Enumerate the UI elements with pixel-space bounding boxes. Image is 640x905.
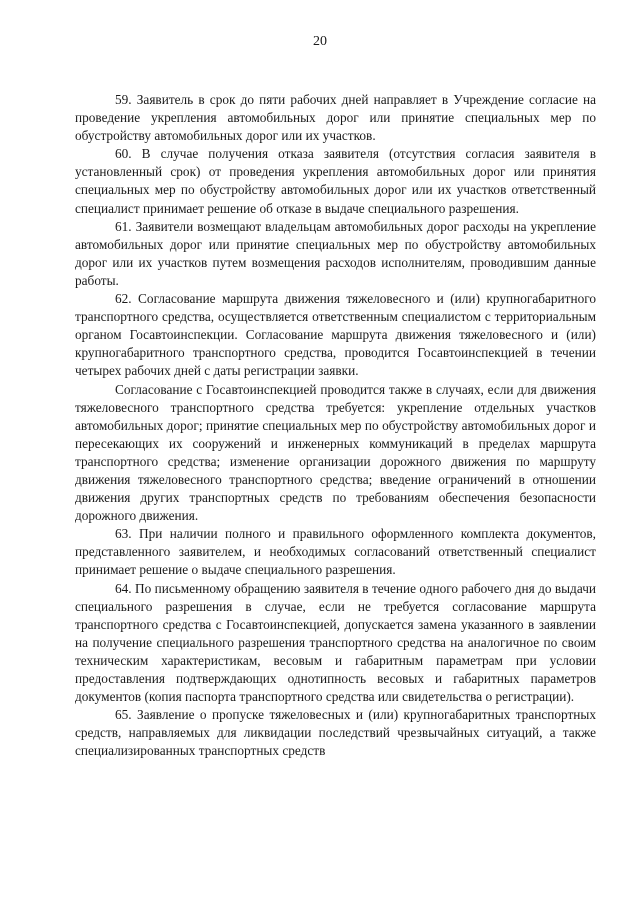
paragraph-65: 65. Заявление о пропуске тяжеловесных и (или) крупногабаритных транспортных средств, направляемых для ликвидации последствий чрезвычайных ситуаций, а также специализированных транспортных средств bbox=[75, 707, 596, 759]
paragraph-60: 60. В случае получения отказа заявителя (отсутствия согласия заявителя в установленный срок) от проведения укрепления автомобильных дорог или принятия специальных мер по обустройству автомобильных дорог или их участков ответственный специалист принимает решение об отказе в выдаче специального разрешения. bbox=[75, 146, 596, 216]
paragraph-63: 63. При наличии полного и правильного оформленного комплекта документов, представленного заявителем, и необходимых согласований ответственный специалист принимает решение о выдаче специального разрешения. bbox=[75, 526, 596, 578]
paragraph-59: 59. Заявитель в срок до пяти рабочих дней направляет в Учреждение согласие на проведение укрепления автомобильных дорог или принятие специальных мер по обустройству автомобильных дорог или их участков. bbox=[75, 92, 596, 144]
paragraph-61: 61. Заявители возмещают владельцам автомобильных дорог расходы на укрепление автомобильных дорог или принятие специальных мер по обустройству автомобильных дорог или их участков путем возмещения расходов исполнителям, проводившим данные работы. bbox=[75, 218, 596, 288]
paragraph-64: 64. По письменному обращению заявителя в течение одного рабочего дня до выдачи специального разрешения в случае, если не требуется согласование маршрута транспортного средства с Госавтоинспекцией, допускается замена указанного в заявлении на получение специального разрешения транспортного средства на аналогичное по своим техническим характеристикам, весовым и габаритным параметрам при условии предоставления подтверждающих однотипность весовых и габаритных параметров документов (копия паспорта транспортного средства или свидетельства о регистрации). bbox=[75, 580, 596, 705]
paragraph-62: 62. Согласование маршрута движения тяжеловесного и (или) крупногабаритного транспортного средства, осуществляется ответственным специалистом с территориальным органом Госавтоинспекции. Согласование маршрута движения тяжеловесного и (или) крупногабаритного транспортного средства, проводится Госавтоинспекцией в течении четырех рабочих дней с даты регистрации заявки. bbox=[75, 291, 596, 379]
document-body bbox=[75, 91, 596, 760]
page-number: 20 bbox=[313, 34, 327, 49]
paragraph-62-continuation: Согласование с Госавтоинспекцией проводится также в случаях, если для движения тяжеловесного транспортного средства требуется: укрепление отдельных участков автомобильных дорог; принятие специальных мер по обустройству автомобильных дорог и пересекающих их сооружений и инженерных коммуникаций в пределах маршрута транспортного средства; изменение организации дорожного движения по маршруту движения тяжеловесного транспортного средства; введение ограничений в отношении движения других транспортных средств по требованиям обеспечения безопасности дорожного движения. bbox=[75, 381, 596, 524]
